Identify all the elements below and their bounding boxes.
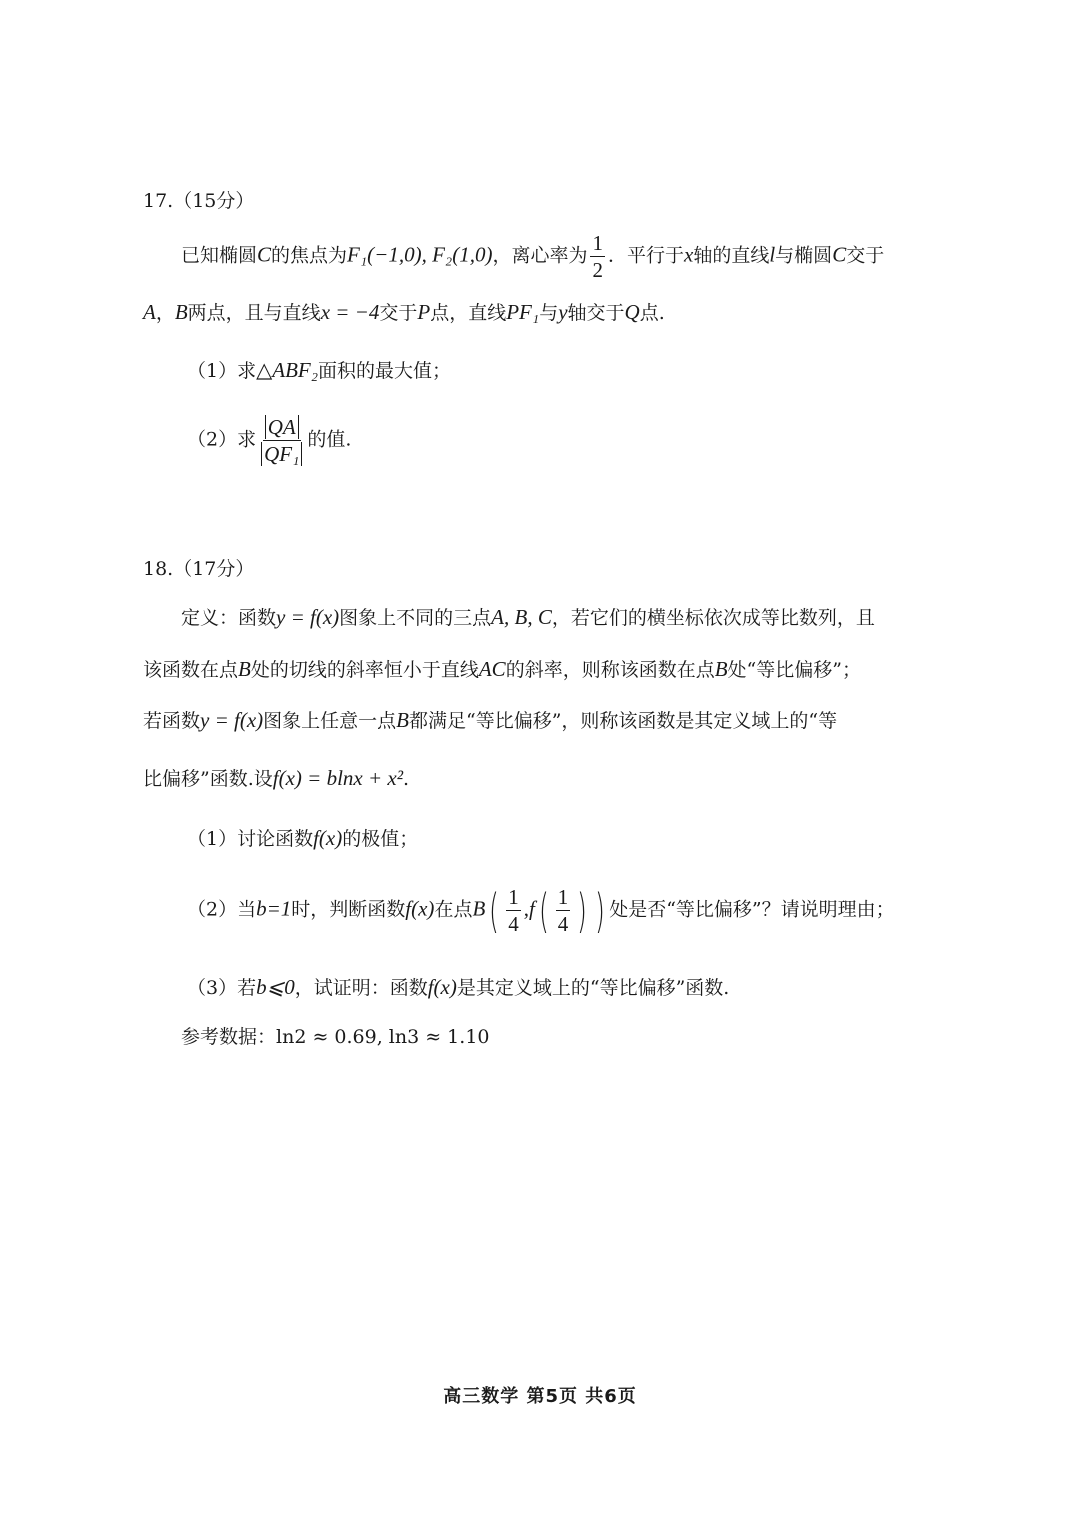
q17-part-2: （2）求 $\frac{QA}{\text{QF₁}}$ 的值. bbox=[187, 415, 352, 467]
q18-line-1: 定义：函数y = f(x)图象上不同的三点A, B, C，若它们的横坐标依次成等比数列，且 bbox=[181, 605, 875, 629]
reference-data: 参考数据：ln2 ≈ 0.69, ln3 ≈ 1.10 bbox=[181, 1026, 490, 1048]
q18-line-4: 比偏移”函数.设f(x) = blnx + x². bbox=[143, 766, 410, 790]
q18-line-2: 该函数在点B处的切线的斜率恒小于直线AC的斜率，则称该函数在点B处“等比偏移”； bbox=[143, 657, 861, 681]
q17-heading: 17.（15分） bbox=[143, 190, 255, 212]
q18-line-3: 若函数y = f(x)图象上任意一点B都满足“等比偏移”，则称该函数是其定义域上的“等 bbox=[143, 708, 838, 732]
ratio-fraction: $\frac{QA}{\text{QF₁}}$ bbox=[259, 416, 304, 465]
q18-part-2: （2）当b=1时，判断函数f(x)在点B( $\frac{1}{4}$ ,f( $\frac{1}{4}$ ) ) 处是否“等比偏移”？请说明理由； bbox=[187, 883, 895, 938]
point-x-fraction: $\frac{1}{4}$ bbox=[508, 885, 519, 937]
q17-line-1: 已知椭圆C的焦点为F₁(−1,0), F₂(1,0)，离心率为 $\frac{1}{2}$ ．平行于x轴的直线l与椭圆C交于 bbox=[181, 231, 885, 283]
q18-part-1: （1）讨论函数f(x)的极值； bbox=[187, 826, 419, 850]
q18-part-3: （3）若b⩽0，试证明：函数f(x)是其定义域上的“等比偏移”函数. bbox=[187, 975, 730, 999]
foci-expression: F₁(−1,0), F₂(1,0) bbox=[347, 242, 493, 267]
line-equation: x = −4 bbox=[320, 300, 380, 324]
q18-heading: 18.（17分） bbox=[143, 558, 255, 580]
function-definition: f(x) = blnx + x² bbox=[272, 766, 404, 790]
q17-part-1: （1）求△ABF₂面积的最大值； bbox=[187, 358, 452, 382]
page-footer: 高三数学 第5页 共6页 bbox=[443, 1386, 637, 1407]
point-y-fraction: $\frac{1}{4}$ bbox=[557, 885, 569, 937]
eccentricity-fraction: $\frac{1}{2}$ bbox=[592, 231, 603, 283]
q17-line-2: A，B两点，且与直线x = −4交于P点，直线PF₁与y轴交于Q点. bbox=[143, 300, 665, 324]
